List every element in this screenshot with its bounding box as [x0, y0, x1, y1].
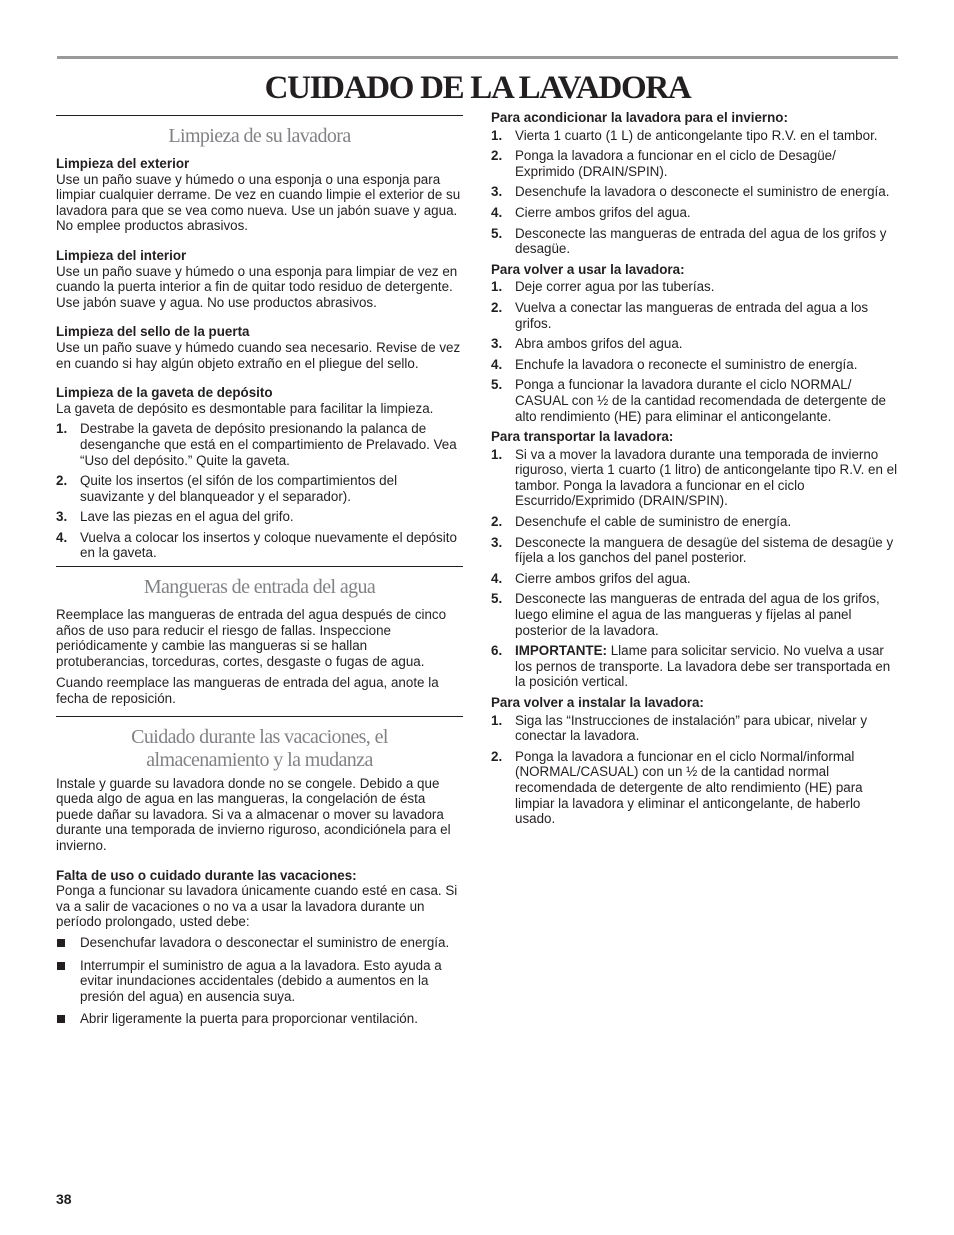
list-item: 1. Deje correr agua por las tuberías. — [491, 279, 715, 295]
subheading-door-seal: Limpieza del sello de la puerta — [56, 324, 250, 340]
bullet-square-icon — [57, 939, 65, 947]
bullet-square-icon — [57, 962, 65, 970]
paragraph-exterior: Use un paño suave y húmedo o una esponja o una esponja para limpiar cualquier derrame. De vez en cuando limpie el exterior de su lavadora para que se vea como nueva. Use un jabón suave y agua. No emplee productos abrasivos. — [56, 171, 461, 234]
drawer-steps-list — [56, 421, 463, 561]
paragraph-door-seal: Use un paño suave y húmedo cuando sea necesario. Revise de vez en cuando si hay algún objeto extraño en el pliegue del sello. — [56, 339, 461, 371]
list-item: 5. Desconecte las mangueras de entrada del agua de los grifos y desagüe. — [491, 225, 887, 257]
subheading-reuse: Para volver a usar la lavadora: — [491, 261, 685, 277]
subheading-winterize: Para acondicionar la lavadora para el invierno: — [491, 110, 788, 125]
transport-steps-list — [491, 447, 898, 690]
list-item: 1. Destrabe la gaveta de depósito presionando la palanca de desenganche que está en el compartimiento de Prelavado. Vea “Uso del depósito.” Quite la gaveta. — [56, 421, 457, 468]
list-item: 1. Vierta 1 cuarto (1 L) de anticongelante tipo R.V. en el tambor. — [491, 127, 878, 143]
vacation-bullets-list — [56, 935, 463, 1027]
paragraph-dispenser-drawer: La gaveta de depósito es desmontable para facilitar la limpieza. — [56, 400, 434, 416]
left-column — [56, 115, 463, 1034]
section-divider — [56, 566, 463, 567]
bullet-square-icon — [57, 1015, 65, 1023]
section-heading-vacation: Cuidado durante las vacaciones, el almacenamiento y la mudanza — [131, 725, 388, 771]
paragraph-interior: Use un paño suave y húmedo o una esponja para limpiar de vez en cuando la puerta interior a fin de quitar todo residuo de detergente. Use jabón suave y agua. No use productos abrasivos. — [56, 263, 458, 310]
subheading-exterior: Limpieza del exterior — [56, 156, 190, 171]
subheading-dispenser-drawer: Limpieza de la gaveta de depósito — [56, 385, 273, 401]
winterize-steps-list — [491, 128, 898, 257]
subheading-non-use: Falta de uso o cuidado durante las vacaciones: — [56, 867, 357, 883]
reinstall-steps-list — [491, 713, 898, 827]
list-item: 4. Enchufe la lavadora o reconecte el suministro de energía. — [491, 356, 858, 372]
list-item: 3. Abra ambos grifos del agua. — [491, 336, 683, 352]
list-item: Interrumpir el suministro de agua a la lavadora. Esto ayuda a evitar inundaciones accidentales (debido a aumentos en la presión del agua) en ausencia suya. — [56, 958, 463, 1005]
top-rule — [57, 56, 898, 59]
list-item: 6. IMPORTANTE: Llame para solicitar servicio. No vuelva a usar los pernos de transporte. La lavadora debe ser transportada en la posición vertical. — [491, 643, 891, 690]
right-column — [491, 110, 898, 832]
page-title: CUIDADO DE LA LAVADORA — [264, 70, 691, 106]
reuse-steps-list — [491, 279, 898, 424]
paragraph-non-use: Ponga a funcionar su lavadora únicamente cuando esté en casa. Si va a salir de vacaciones o no va a usar la lavadora durante un período prolongado, usted debe: — [56, 883, 458, 930]
page-number: 38 — [56, 1191, 72, 1207]
list-item: 2. Quite los insertos (el sifón de los compartimientos del suavizante y del blanqueador y el separador). — [56, 473, 398, 504]
paragraph-hoses-2: Cuando reemplace las mangueras de entrada del agua, anote la fecha de reposición. — [56, 675, 439, 707]
list-item: 4. Vuelva a colocar los insertos y coloque nuevamente el depósito en la gaveta. — [56, 529, 457, 561]
list-item: 2. Ponga la lavadora a funcionar en el ciclo Normal/informal (NORMAL/CASUAL) con un ½ de la cantidad normal recomendada de detergente de alto rendimiento (HE) para limpiar la lavadora y eliminar el anticongelante, de haberlo usado. — [491, 748, 863, 827]
section-divider — [56, 716, 463, 717]
subheading-reinstall: Para volver a instalar la lavadora: — [491, 695, 704, 710]
list-item: 2. Desenchufe el cable de suministro de energía. — [491, 514, 792, 530]
list-item: 2. Ponga la lavadora a funcionar en el ciclo de Desagüe/ Exprimido (DRAIN/SPIN). — [491, 148, 836, 179]
section-heading-hoses: Mangueras de entrada del agua — [143, 576, 376, 599]
subheading-interior: Limpieza del interior — [56, 247, 187, 263]
section-divider — [56, 115, 463, 116]
list-item: 3. Lave las piezas en el agua del grifo. — [56, 509, 294, 525]
list-item: 4. Cierre ambos grifos del agua. — [491, 570, 691, 586]
list-item: 2. Vuelva a conectar las mangueras de entrada del agua a los grifos. — [491, 299, 869, 331]
list-item: 5. Desconecte las mangueras de entrada del agua de los grifos, luego elimine el agua de las mangueras y fíjelas al panel posterior de la lavadora. — [491, 591, 880, 638]
list-item: Desenchufar lavadora o desconectar el suministro de energía. — [56, 935, 463, 951]
list-item: 4. Cierre ambos grifos del agua. — [491, 204, 691, 220]
list-item: Abrir ligeramente la puerta para proporcionar ventilación. — [56, 1011, 463, 1027]
list-item: 3. Desenchufe la lavadora o desconecte el suministro de energía. — [491, 184, 890, 200]
list-item: 1. Si va a mover la lavadora durante una temporada de invierno riguroso, vierta 1 cuarto (1 litro) de anticongelante tipo R.V. en el tambor. Ponga la lavadora a funcionar en el ciclo Escurrido/Exprimido (DRAIN/SPIN). — [491, 446, 898, 509]
paragraph-vacation: Instale y guarde su lavadora donde no se congele. Debido a que queda algo de agua en las mangueras, la congelación de ésta puede dañar su lavadora. Si va a almacenar o mover su lavadora durante una temporada de invierno riguroso, acondiciónela para el invierno. — [56, 775, 451, 853]
important-label: IMPORTANTE: — [515, 643, 607, 659]
list-item: 1. Siga las “Instrucciones de instalación” para ubicar, nivelar y conectar la lavadora. — [491, 712, 868, 744]
list-item: 3. Desconecte la manguera de desagüe del sistema de desagüe y fíjela a los ganchos del panel posterior. — [491, 534, 894, 566]
paragraph-hoses-1: Reemplace las mangueras de entrada del agua después de cinco años de uso para reducir el riesgo de fallas. Inspeccione periódicamente y cambie las mangueras si se hallan protuberancias, torceduras, cortes, desgaste o fugas de agua. — [56, 607, 447, 669]
list-item: 5. Ponga a funcionar la lavadora durante el ciclo NORMAL/ CASUAL con ½ de la cantidad recomendada de detergente de alto rendimiento (HE) para eliminar el anticongelante. — [491, 377, 886, 424]
section-heading-cleaning: Limpieza de su lavadora — [168, 125, 351, 147]
subheading-transport: Para transportar la lavadora: — [491, 429, 674, 445]
